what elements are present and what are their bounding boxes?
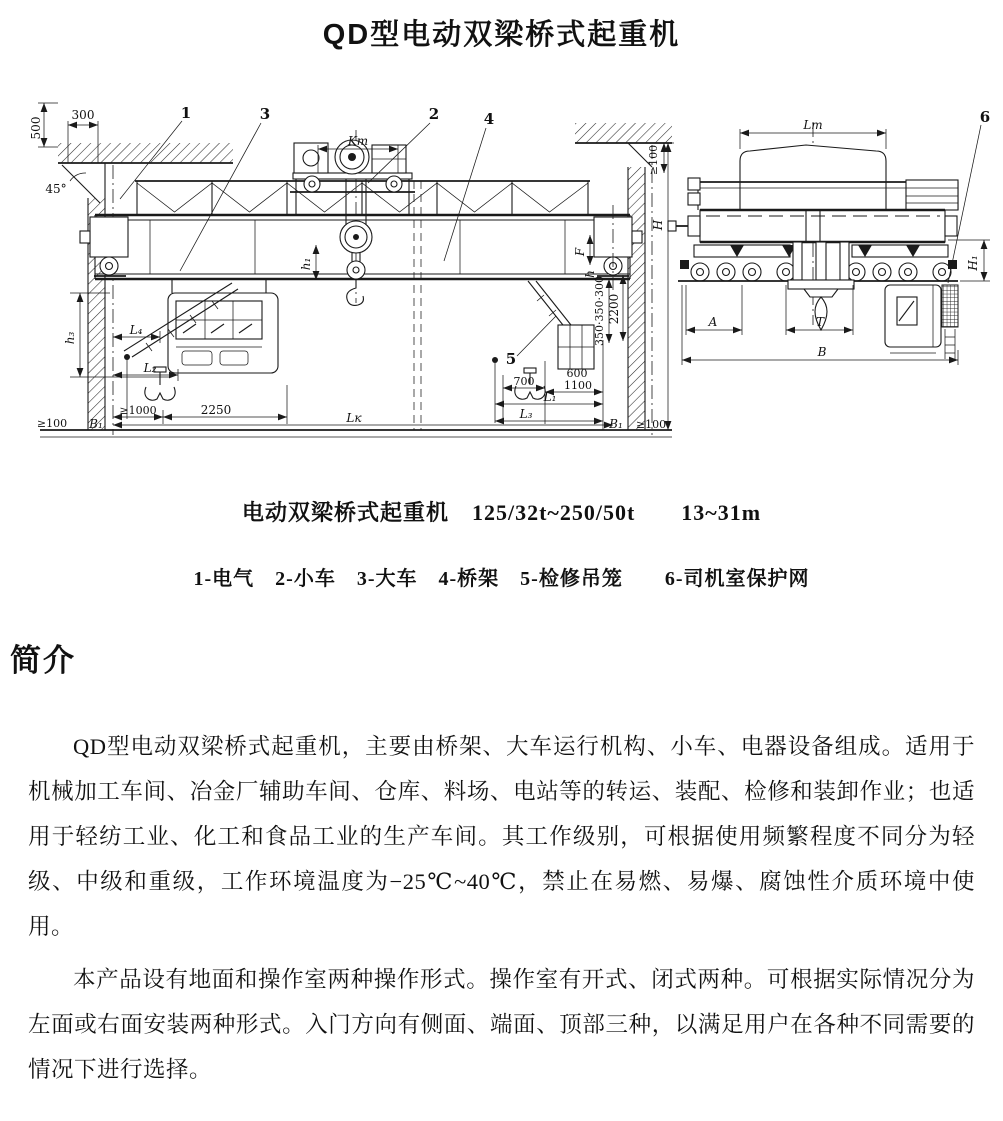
callout-4: 4 [483,110,495,128]
dim-f: F [573,247,587,257]
dim-45deg: 45° [45,182,67,196]
dim-h1: h₁ [299,257,313,271]
dim-b1-right: B₁ [609,417,623,431]
page-title: QD型电动双梁桥式起重机 [322,19,681,51]
figure-spec-line: 电动双梁桥式起重机 125/32t~250/50t 13~31m [241,500,762,525]
dim-300: 300 [71,108,95,122]
cab-and-stairs [124,279,594,373]
crane-technical-drawing [0,85,1003,445]
dim-lk: Lк [346,411,362,425]
dim-lt: Lт [803,118,823,132]
dim-a: A [708,315,718,329]
document-page [0,21,1003,1121]
dim-2250: 2250 [200,403,232,417]
callout-1: 1 [180,104,192,122]
dim-l2: L₂ [143,361,157,375]
dim-h-small: h [583,270,597,278]
dim-h3: h₃ [63,331,77,345]
right-wall-hatch [628,167,645,430]
dim-h1-capital: H₁ [966,255,980,271]
figure-legend: 1-电气 2-小车 3-大车 4-桥架 5-检修吊笼 6-司机室保护网 [193,568,810,591]
protection-net [942,285,958,327]
dim-1100: 1100 [564,379,592,392]
dim-ge100-top: ≥100 [647,144,660,176]
dim-ge100-left: ≥100 [36,417,68,430]
dim-kt: Kт [347,134,369,148]
callout-5: 5 [505,350,517,368]
dim-t: T [815,315,825,329]
intro-paragraph-1: QD型电动双梁桥式起重机，主要由桥架、大车运行机构、小车、电器设备组成。适用于机械加工车间、冶金厂辅助车间、仓库、料场、电站等的转运、装配、检修和装卸作业；也适用于轻纺工业、化工和食品工业的生产车间。其工作级别，可根据使用频繁程度不同分为轻级、中级和重级，工作环境温度为−25℃~40℃，禁止在易燃、易爆、腐蚀性介质环境中使用。 [28,734,975,940]
dim-ge1000: ≥1000 [119,404,157,417]
dim-b1-left: B₁ [89,417,103,431]
dim-500: 500 [29,116,43,140]
intro-paragraph-2: 本产品设有地面和操作室两种操作形式。操作室有开式、闭式两种。可根据实际情况分为左面或右面安装两种形式。入门方向有侧面、端面、顶部三种，以满足用户在各种不同需要的情况下进行选择。 [28,967,975,1083]
ceiling-hatch-right [575,123,672,143]
dim-600: 600 [566,367,588,380]
dim-l3: L₃ [519,407,533,421]
dim-2200: 2200 [607,293,621,325]
callout-3: 3 [259,105,271,123]
dim-b: B [817,345,827,359]
dim-h-capital: H [651,219,665,231]
dim-ge100-right: ≥100 [635,418,667,431]
ceiling-hatch [58,143,233,163]
handrail-truss [135,181,590,215]
dim-350-stack: 350·350·300 [593,276,606,346]
dim-l1: L₁ [543,390,557,404]
callout-2: 2 [428,105,440,123]
drawing-svg [0,85,1003,445]
callout-6: 6 [979,108,991,126]
section-heading: 简介 [10,643,76,679]
dim-l4: L₄ [129,323,143,337]
dim-700: 700 [513,375,535,388]
